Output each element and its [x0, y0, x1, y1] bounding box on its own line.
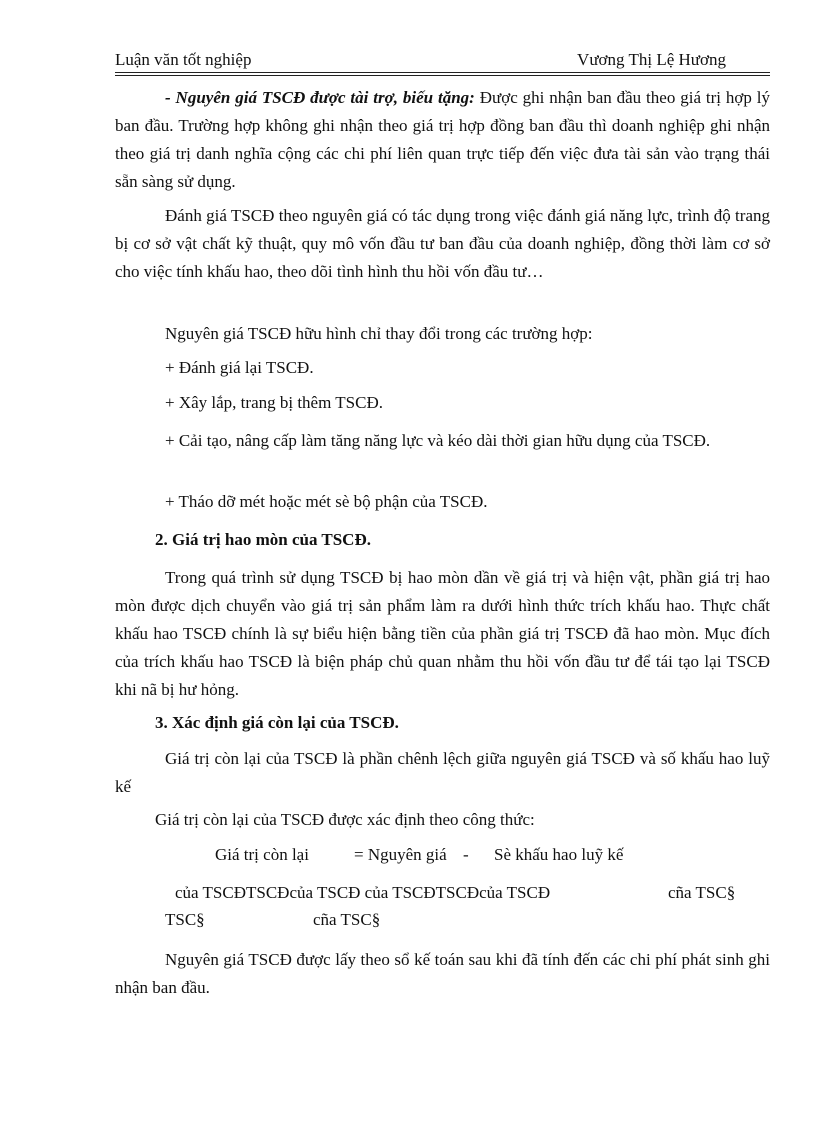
bullet-item: + Cải tạo, nâng cấp làm tăng năng lực và kéo dài thời gian hữu dụng của TSCĐ.	[165, 431, 711, 450]
formula-subscript-row: TSC§	[165, 910, 205, 929]
header-author-name: Vương Thị Lệ Hương	[577, 50, 726, 69]
bullet-item: + Xây lắp, trang bị thêm TSCĐ.	[165, 393, 383, 412]
formula-term-depreciation: Sè khấu hao luỹ kế	[494, 845, 624, 864]
paragraph-formula-intro: Giá trị còn lại của TSCĐ được xác định theo công thức:	[155, 810, 535, 829]
paragraph-residual-value: Giá trị còn lại của TSCĐ là phần chênh lệch giữa nguyên giá TSCĐ và số khấu hao luỹ kế	[115, 749, 770, 796]
header-thesis-label: Luận văn tốt nghiệp	[115, 50, 252, 69]
paragraph-valuation: Đánh giá TSCĐ theo nguyên giá có tác dụng trong việc đánh giá năng lực, trình độ trang bị cơ sở vật chất kỹ thuật, quy mô vốn đầu tư ban đầu của doanh nghiệp, đồng thời làm cơ sở cho việc tính khấu hao, theo dõi tình hình thu hồi vốn đầu tư…	[115, 206, 770, 281]
formula-term-residual: Giá trị còn lại	[215, 845, 309, 864]
bullet-item: + Đánh giá lại TSCĐ.	[165, 358, 314, 377]
paragraph-change-cases: Nguyên giá TSCĐ hữu hình chỉ thay đổi trong các trường hợp:	[165, 324, 593, 343]
formula-minus: -	[463, 845, 469, 864]
paragraph-cost-basis: Nguyên giá TSCĐ được lấy theo sổ kế toán sau khi đã tính đến các chi phí phát sinh ghi nhận ban đầu.	[115, 950, 770, 997]
formula-subscript-row: của TSCĐTSCĐcủa TSCĐ của TSCĐTSCĐcủa TSCĐ	[175, 883, 551, 902]
page-header	[115, 50, 770, 73]
paragraph-donated-asset	[115, 84, 770, 196]
paragraph-depreciation: Trong quá trình sử dụng TSCĐ bị hao mòn dần về giá trị và hiện vật, phần giá trị hao mòn được dịch chuyển vào giá trị sản phẩm làm ra dưới hình thức trích khấu hao. Thực chất khấu hao TSCĐ chính là sự biểu hiện bằng tiền của phần giá trị TSCĐ đã hao mòn. Mục đích của trích khấu hao TSCĐ là biện pháp chủ quan nhằm thu hồi vốn đầu tư để tái tạo lại TSCĐ khi nã bị hư hỏng.	[115, 568, 770, 699]
section-heading-residual-value: 3. Xác định giá còn lại của TSCĐ.	[155, 713, 399, 732]
formula-subscript-row: cña TSC§	[313, 910, 381, 929]
header-divider	[115, 75, 770, 76]
formula-term-cost: = Nguyên giá	[354, 845, 447, 864]
bullet-item: + Tháo dỡ mét hoặc mét sè bộ phận của TSCĐ.	[165, 492, 488, 511]
paragraph-lead-bold: - Nguyên giá TSCĐ được tài trợ, biếu tặng:	[165, 88, 475, 107]
paragraph-body: Được ghi nhận ban đầu theo giá trị hợp lý ban đầu. Trường hợp không ghi nhận theo giá trị hợp đồng ban đầu thì doanh nghiệp ghi nhận theo giá trị danh nghĩa cộng các chi phí liên quan trực tiếp đến việc đưa tài sản vào trạng thái sẵn sàng sử dụng.	[115, 88, 770, 191]
formula-subscript-row: cña TSC§	[668, 883, 736, 902]
section-heading-depreciation: 2. Giá trị hao mòn của TSCĐ.	[155, 530, 371, 549]
